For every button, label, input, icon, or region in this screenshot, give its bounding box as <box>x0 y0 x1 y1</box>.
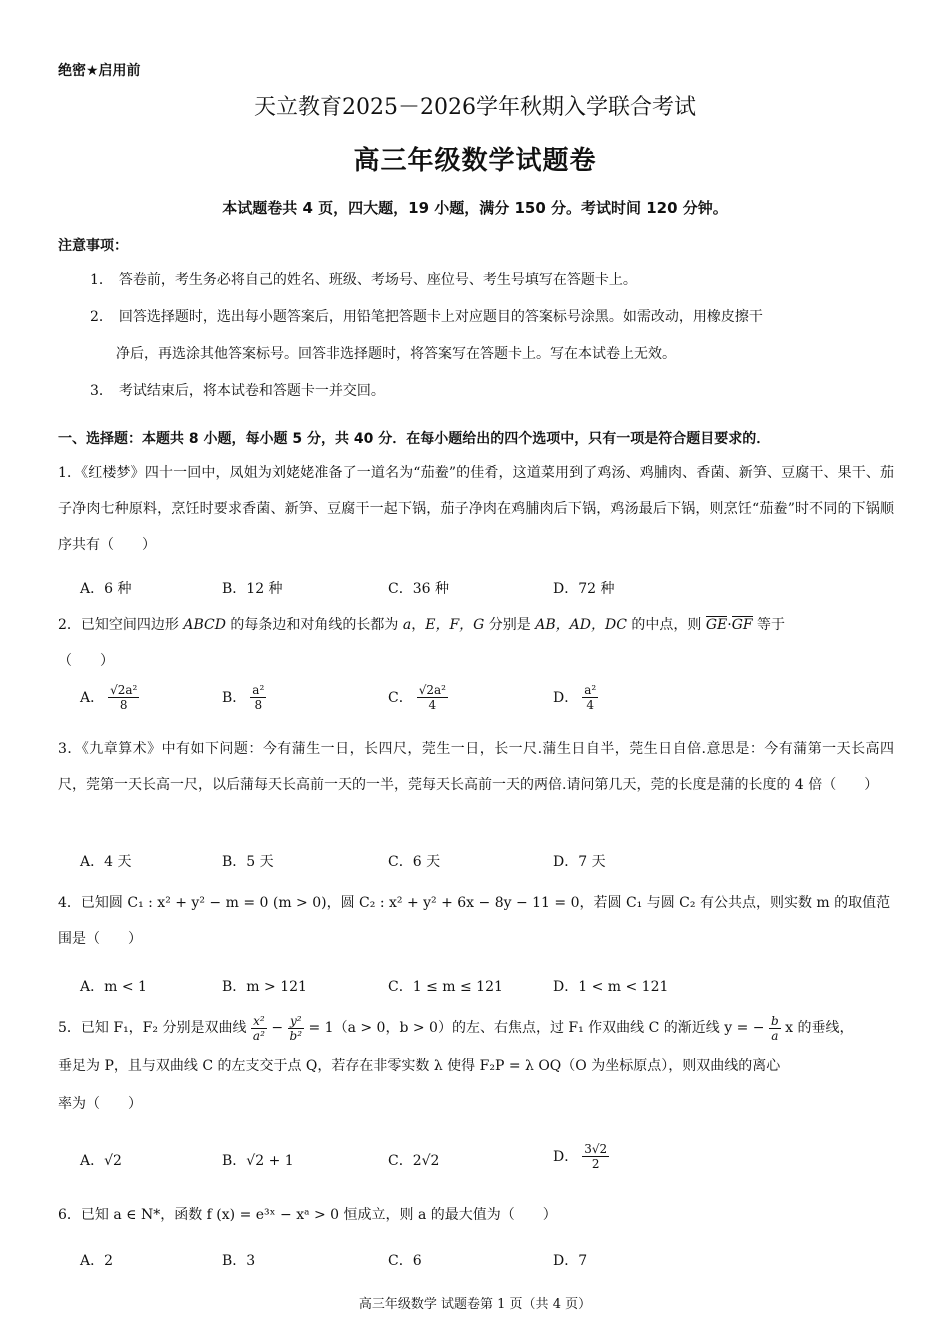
dot-operator: · <box>727 617 732 633</box>
option-a <box>80 683 139 712</box>
option-c <box>388 683 448 712</box>
option-label: D． <box>553 1148 579 1165</box>
numerator: b <box>770 1013 779 1028</box>
denominator: a <box>771 1028 779 1043</box>
option-a: A．2 <box>80 1253 114 1269</box>
minus-operator: − <box>266 1020 288 1036</box>
option-c: C．1 ≤ m ≤ 121 <box>388 979 503 995</box>
option-a: A．4 天 <box>80 854 132 870</box>
numerator: a² <box>584 683 597 697</box>
question-6-stem: 6．已知 a ∈ N*，函数 f (x) = e³ˣ − xᵃ > 0 恒成立，则 a 的最大值为（ ） <box>58 1207 557 1223</box>
note-text: 答卷前，考生务必将自己的姓名、班级、考场号、座位号、考生号填写在答题卡上。 <box>118 272 637 288</box>
fraction <box>582 683 598 712</box>
fraction <box>417 683 448 712</box>
option-label: D． <box>553 689 579 706</box>
question-6-options <box>80 1250 880 1280</box>
option-label: C． <box>388 689 413 706</box>
page-footer: 高三年级数学 试题卷第 1 页（共 4 页） <box>358 1297 592 1312</box>
q2-var: a <box>402 617 412 633</box>
q4-line: 4．已知圆 C₁ : x² + y² − m = 0 (m > 0)，圆 C₂ : x² + y² + 6x − 8y − 11 = 0，若圆 C₁ 与圆 C₂ 有公共点，则实数 m 的取值范 <box>58 895 891 911</box>
option-b: B．√2 + 1 <box>222 1153 294 1169</box>
q5-line: 率为（ ） <box>58 1096 142 1112</box>
option-d: D．7 <box>553 1253 588 1269</box>
option-a: A．m < 1 <box>80 979 147 995</box>
note-item <box>90 373 890 410</box>
option-b: B．m > 121 <box>222 979 307 995</box>
note-item <box>90 262 890 299</box>
denominator: b² <box>289 1028 303 1043</box>
note-text: 回答选择题时，选出每小题答案后，用铅笔把答题卡上对应题目的答案标号涂黑。如需改动，用橡皮擦干 <box>118 309 763 325</box>
note-text-continued: 净后，再选涂其他答案标号。回答非选择题时，将答案写在答题卡上。写在本试卷上无效。 <box>116 346 676 362</box>
question-1-stem: 1．《红楼梦》四十一回中，凤姐为刘姥姥准备了一道名为“茄鲞”的佳肴，这道菜用到了鸡汤、鸡脯肉、香菌、新笋、豆腐干、果干、茄子净肉七种原料，烹饪时要求香菌、新笋、豆腐干一起下锅，茄子净肉在鸡脯肉后下锅，鸡汤最后下锅，则烹饪“茄鲞”时不同的下锅顺序共有（ ） <box>58 465 894 553</box>
q2-text: 的每条边和对角线的长都为 <box>225 617 403 633</box>
note-number: 3． <box>90 383 113 399</box>
q2-text: 分别是 <box>484 617 536 633</box>
exam-name: 天立教育2025－2026学年秋期入学联合考试 <box>254 95 696 120</box>
secret-mark: 绝密★启用前 <box>58 63 141 79</box>
numerator: √2a² <box>418 683 446 697</box>
q5-text: x 的垂线， <box>780 1020 854 1036</box>
question-4-options <box>80 976 880 1006</box>
q2-text: 2．已知空间四边形 <box>58 617 184 633</box>
vector-ge: GE <box>705 617 728 633</box>
option-a: A．√2 <box>80 1153 122 1169</box>
q5-text: = 1（a > 0，b > 0）的左、右焦点，过 F₁ 作双曲线 C 的渐近线 y = − <box>304 1020 769 1036</box>
denominator: 8 <box>254 698 263 712</box>
option-c: C．6 <box>388 1253 422 1269</box>
option-label: A． <box>80 689 105 706</box>
option-a: A．6 种 <box>80 581 132 597</box>
option-b <box>222 683 266 712</box>
q5-line: 垂足为 P，且与双曲线 C 的左支交于点 Q，若存在非零实数 λ 使得 F₂P = λ OQ（O 为坐标原点），则双曲线的离心 <box>58 1058 781 1074</box>
numerator: x² <box>251 1014 267 1029</box>
option-d <box>553 683 598 712</box>
question-5-stem <box>58 1009 894 1123</box>
numerator: a² <box>252 683 265 697</box>
numerator: √2a² <box>110 683 138 697</box>
section-heading: 一、选择题：本题共 8 小题，每小题 5 分，共 40 分．在每小题给出的四个选项中，只有一项是符合题目要求的． <box>58 431 771 447</box>
option-d <box>553 1142 609 1171</box>
note-number: 2． <box>90 309 113 325</box>
fraction <box>251 1014 267 1043</box>
option-d: D．72 种 <box>553 581 615 597</box>
option-b: B．5 天 <box>222 854 274 870</box>
q5-text: 5．已知 F₁，F₂ 分别是双曲线 <box>58 1020 251 1036</box>
numerator: 3√2 <box>584 1142 608 1156</box>
question-3-stem: 3．《九章算术》中有如下问题：今有蒲生一日，长四尺，莞生一日，长一尺.蒲生日自半，莞生日自倍.意思是：今有蒲第一天长高四尺，莞第一天长高一尺，以后蒲每天长高前一天的一半，莞每天长高前一天的两倍.请问第几天，莞的长度是蒲的长度的 4 倍（ ） <box>58 741 894 793</box>
note-number: 1． <box>90 272 113 288</box>
q2-quad: ABCD <box>183 617 226 633</box>
question-1-options <box>80 578 880 608</box>
q2-points: E，F，G <box>425 617 485 633</box>
denominator: 8 <box>119 698 128 712</box>
denominator: 4 <box>428 698 437 712</box>
denominator: a² <box>252 1028 265 1043</box>
question-5-options <box>80 1142 880 1190</box>
question-3-options <box>80 851 880 881</box>
page-title: 高三年级数学试题卷 <box>353 146 597 176</box>
q2-edges: AB，AD，DC <box>535 617 627 633</box>
vector-gf: GF <box>731 617 753 633</box>
fraction <box>769 1014 781 1043</box>
note-item <box>90 299 890 336</box>
q4-line: 围是（ ） <box>58 931 142 947</box>
exam-meta: 本试题卷共 4 页，四大题，19 小题，满分 150 分。考试时间 120 分钟。 <box>222 199 728 217</box>
fraction <box>250 683 266 712</box>
option-c: C．36 种 <box>388 581 449 597</box>
q2-text: 等于 <box>752 617 786 633</box>
answer-paren: （ ） <box>58 653 114 669</box>
question-2-options <box>80 683 880 727</box>
question-4-stem <box>58 885 894 957</box>
q2-text: ， <box>411 617 426 633</box>
option-d: D．7 天 <box>553 854 606 870</box>
denominator: 4 <box>586 698 595 712</box>
question-2-stem <box>58 607 894 679</box>
option-c: C．2√2 <box>388 1153 440 1169</box>
numerator: y² <box>288 1014 305 1029</box>
note-text: 考试结束后，将本试卷和答题卡一并交回。 <box>118 383 385 399</box>
fraction <box>108 683 139 712</box>
option-b: B．12 种 <box>222 581 283 597</box>
notes-heading: 注意事项： <box>58 238 128 254</box>
fraction <box>288 1014 305 1043</box>
option-b: B．3 <box>222 1253 256 1269</box>
option-d: D．1 < m < 121 <box>553 979 669 995</box>
denominator: 2 <box>591 1157 600 1171</box>
option-label: B． <box>222 689 247 706</box>
q2-text: 的中点，则 <box>626 617 706 633</box>
fraction <box>582 1142 609 1171</box>
option-c: C．6 天 <box>388 854 441 870</box>
